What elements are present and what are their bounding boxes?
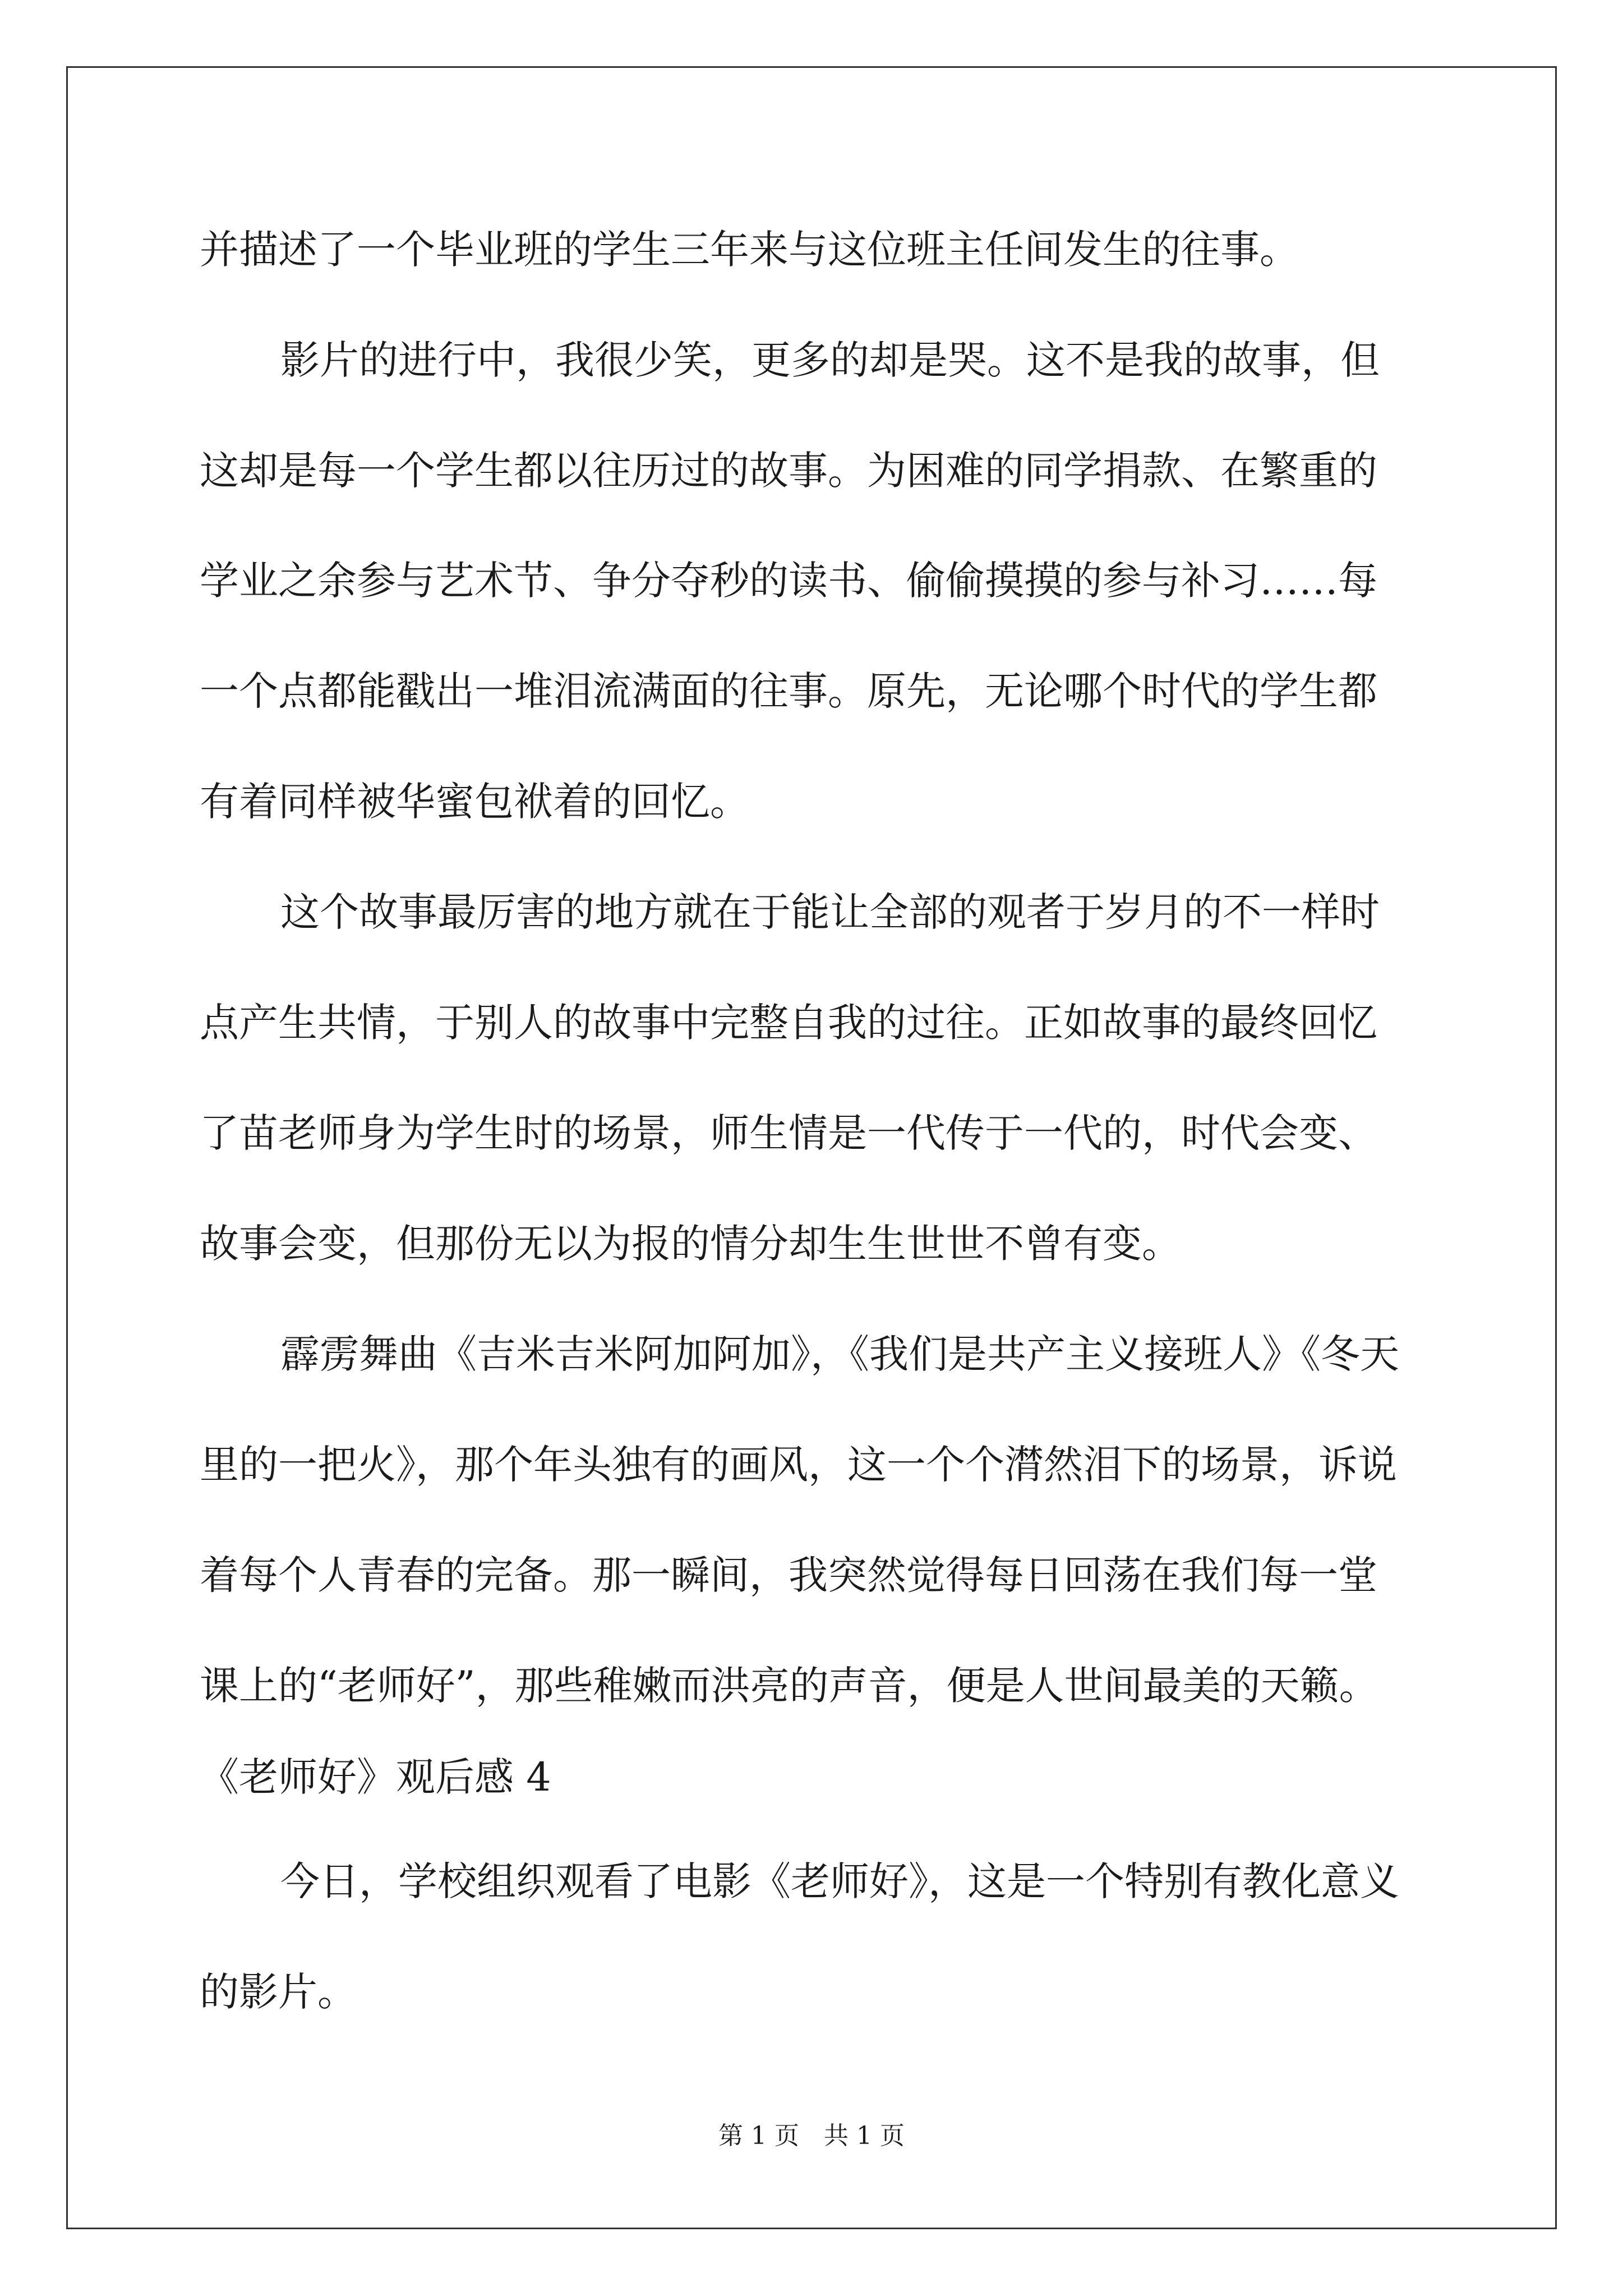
body-line: 有着同样被华蜜包袱着的回忆。 <box>200 779 749 825</box>
paragraph-first-line: 今日，学校组织观看了电影《老师好》，这是一个特别有教化意义 <box>280 1858 1399 1904</box>
body-line: 的影片。 <box>200 1969 357 2015</box>
body-line: 课上的“老师好”，那些稚嫩而洪亮的声音，便是人世间最美的天籁。 <box>200 1663 1378 1709</box>
section-heading: 《老师好》观后感 4 <box>200 1754 551 1800</box>
body-line: 着每个人青春的完备。那一瞬间，我突然觉得每日回荡在我们每一堂 <box>200 1552 1377 1598</box>
body-line: 点产生共情，于别人的故事中完整自我的过往。正如故事的最终回忆 <box>200 1000 1377 1046</box>
body-line: 一个点都能戳出一堆泪流满面的往事。原先，无论哪个时代的学生都 <box>200 668 1377 714</box>
page-number: 第 1 页 共 1 页 <box>718 2122 905 2150</box>
paragraph-first-line: 霹雳舞曲《吉米吉米阿加阿加》，《我们是共产主义接班人》《冬天 <box>280 1331 1399 1377</box>
body-line: 并描述了一个毕业班的学生三年来与这位班主任间发生的往事。 <box>200 227 1299 273</box>
body-line: 故事会变，但那份无以为报的情分却生生世世不曾有变。 <box>200 1221 1181 1267</box>
paragraph-first-line: 影片的进行中，我很少笑，更多的却是哭。这不是我的故事，但 <box>280 337 1380 383</box>
paragraph-first-line: 这个故事最厉害的地方就在于能让全部的观者于岁月的不一样时 <box>280 889 1380 935</box>
body-line: 学业之余参与艺术节、争分夺秒的读书、偷偷摸摸的参与补习……每 <box>200 558 1377 604</box>
body-line: 里的一把火》，那个年头独有的画风，这一个个潸然泪下的场景，诉说 <box>200 1442 1397 1488</box>
body-line: 这却是每一个学生都以往历过的故事。为困难的同学捐款、在繁重的 <box>200 448 1377 494</box>
body-line: 了苗老师身为学生时的场景，师生情是一代传于一代的，时代会变、 <box>200 1110 1377 1156</box>
